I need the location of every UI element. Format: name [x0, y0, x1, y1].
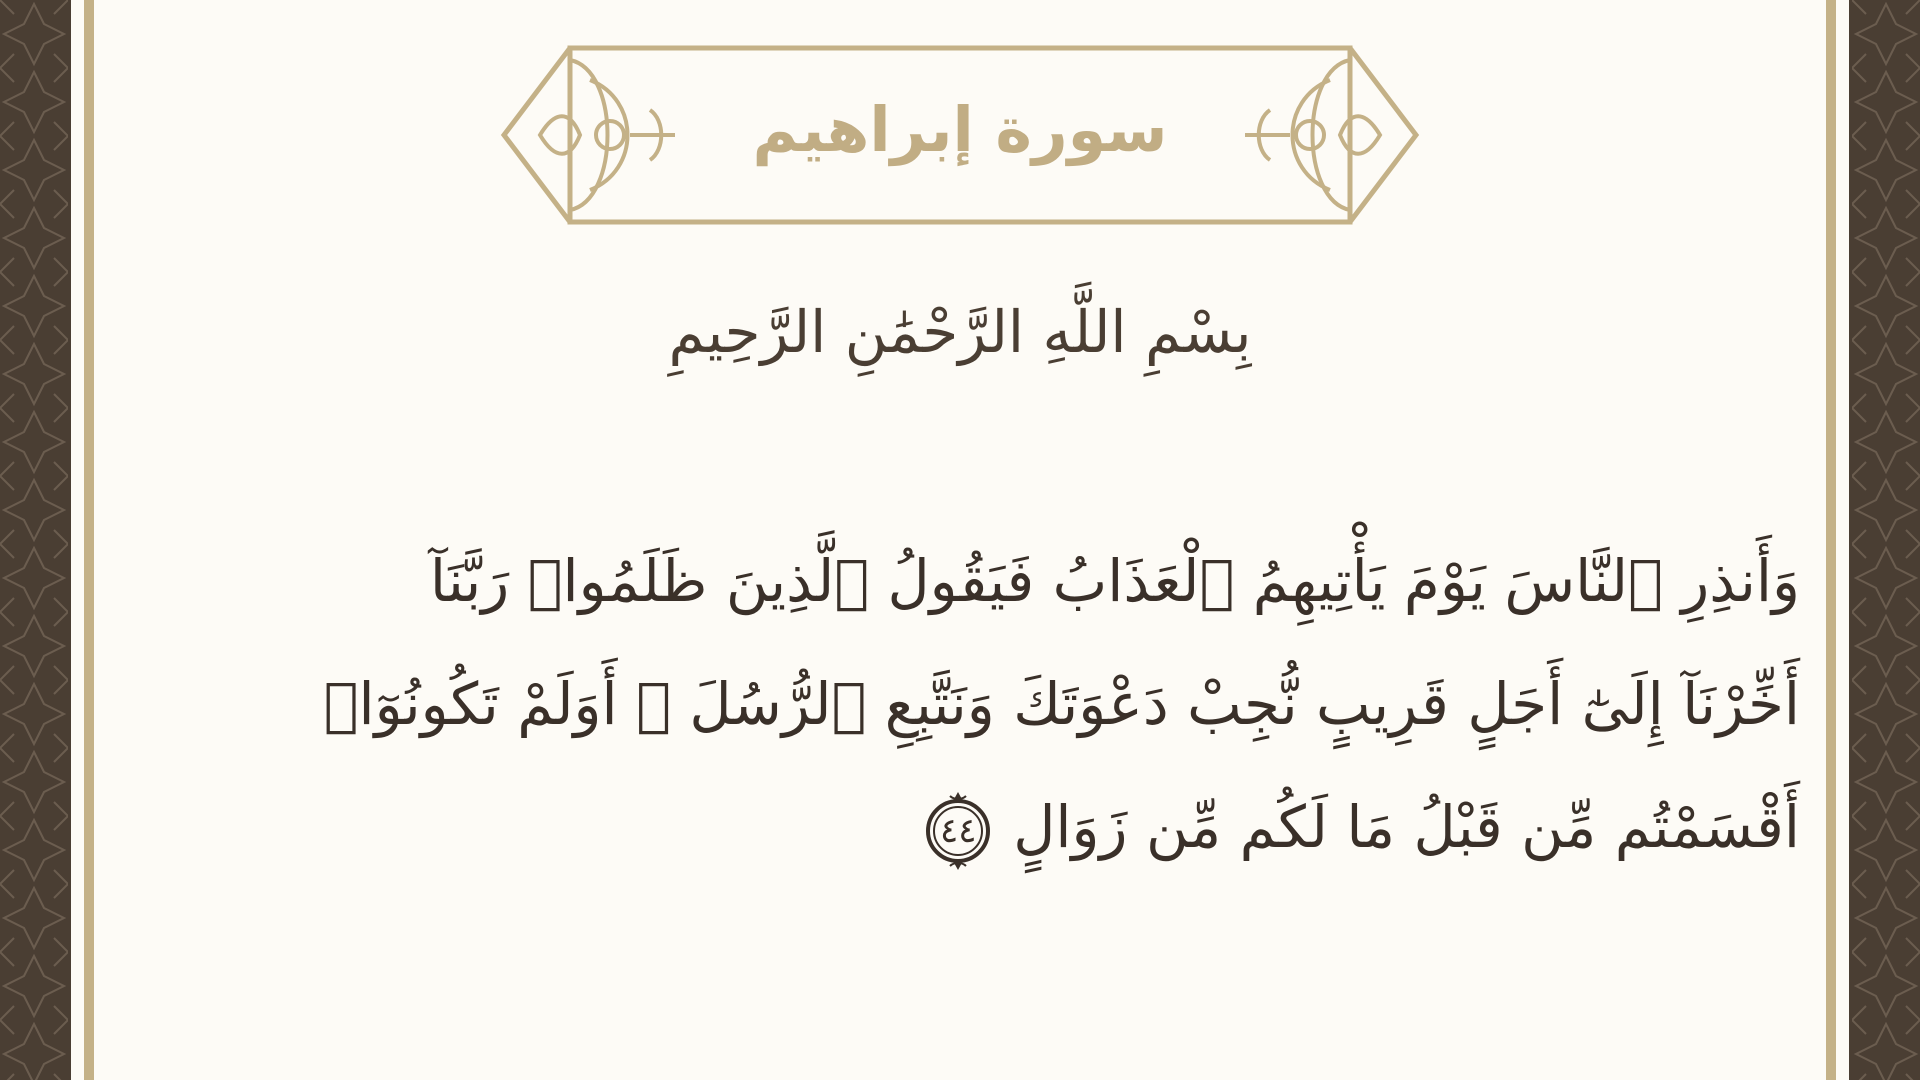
verse-line-3-text: أَقْسَمْتُم مِّن قَبْلُ مَا لَكُم مِّن زَوَالٍ: [1013, 793, 1800, 861]
right-inner-rule: [1849, 0, 1852, 1080]
ayah-end-rosette-icon: [917, 790, 999, 872]
verse-text: [270, 520, 1800, 889]
left-inner-rule: [68, 0, 71, 1080]
left-pattern-border: [0, 0, 68, 1080]
surah-header-frame: [500, 40, 1420, 230]
verse-line-1: وَأَنذِرِ ٱلنَّاسَ يَوْمَ يَأْتِيهِمُ ٱلْعَذَابُ فَيَقُولُ ٱلَّذِينَ ظَلَمُوا۟ رَبَّنَآ: [429, 547, 1800, 615]
verse-line-3: [270, 766, 1800, 889]
right-gold-rule: [1826, 0, 1836, 1080]
ayah-number: ٤٤: [939, 810, 977, 851]
right-pattern-border: [1852, 0, 1920, 1080]
surah-title: سورة إبراهيم: [752, 93, 1168, 166]
left-gold-rule: [84, 0, 94, 1080]
verse-line-2: أَخِّرْنَآ إِلَىٰٓ أَجَلٍ قَرِيبٍ نُّجِبْ دَعْوَتَكَ وَنَتَّبِعِ ٱلرُّسُلَ ۗ أَوَلَمْ تَكُونُوٓا۟: [323, 670, 1800, 738]
basmala: بِسْمِ اللَّهِ الرَّحْمَٰنِ الرَّحِيمِ: [668, 298, 1252, 366]
